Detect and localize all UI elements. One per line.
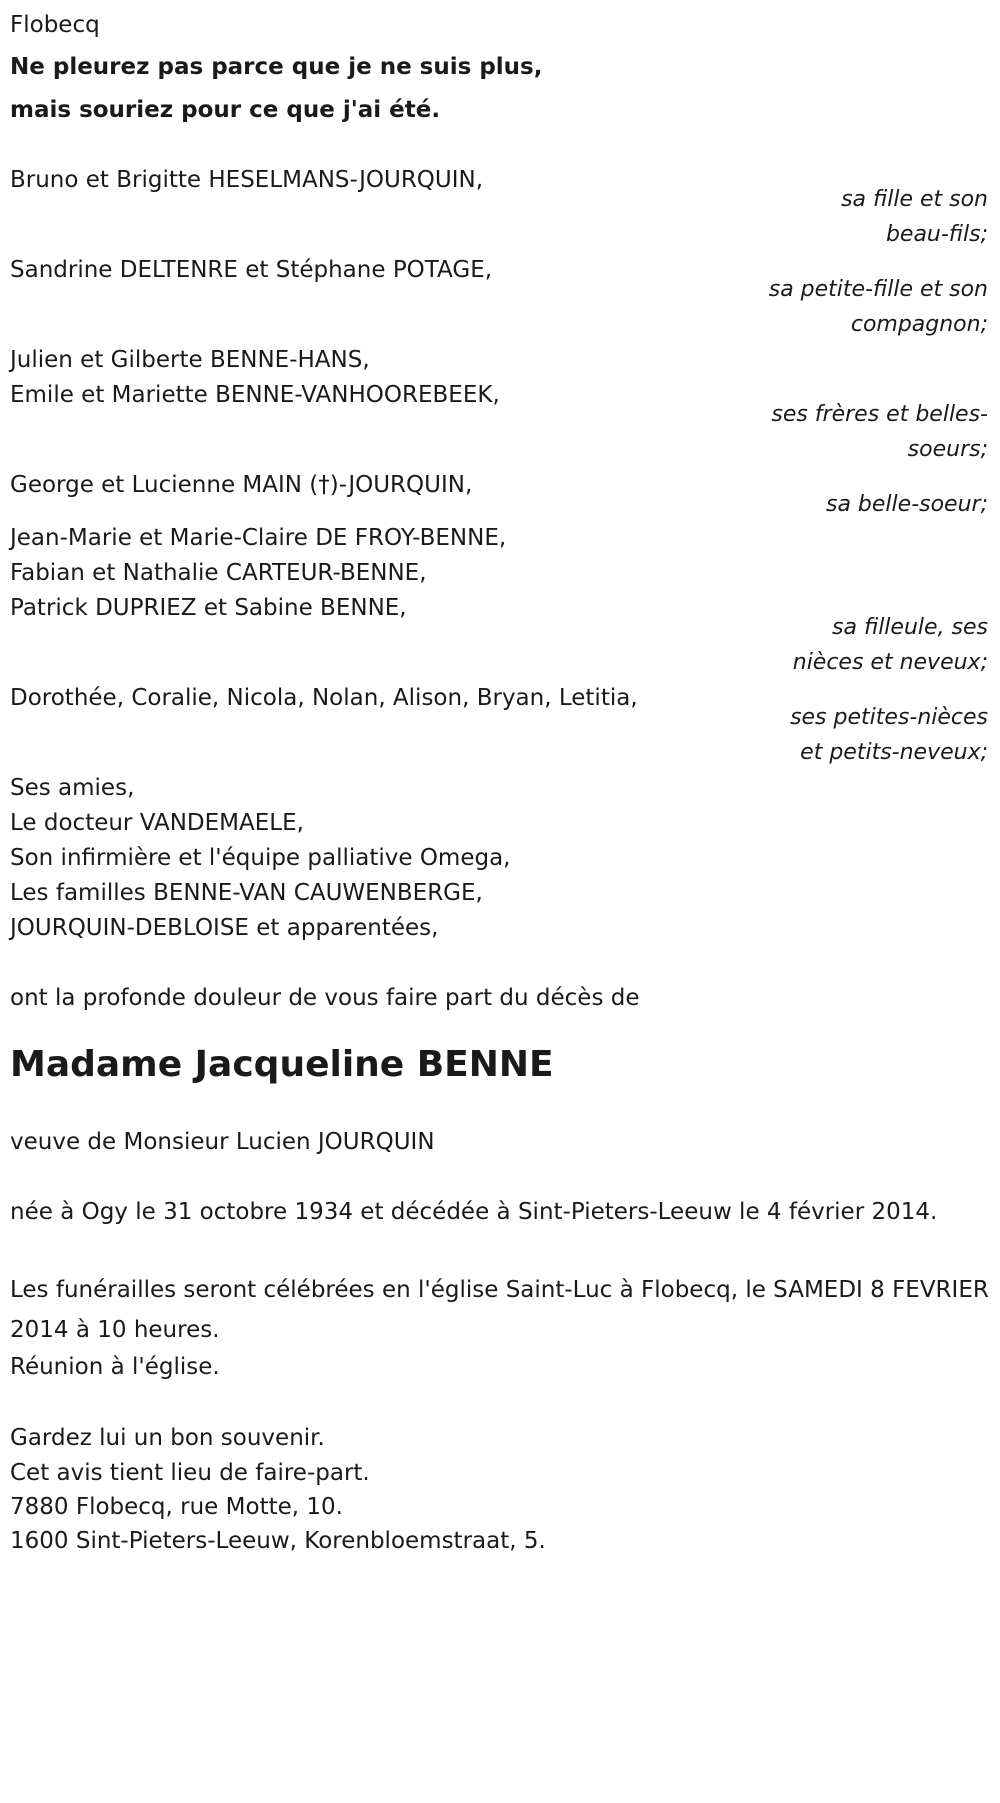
other-mourner: Le docteur VANDEMAELE, xyxy=(10,810,304,836)
address-line: 7880 Flobecq, rue Motte, 10. xyxy=(10,1494,343,1520)
family-relation: sa filleule, ses xyxy=(832,615,988,640)
widow-of: veuve de Monsieur Lucien JOURQUIN xyxy=(10,1129,435,1155)
quote-line-2: mais souriez pour ce que j'ai été. xyxy=(10,97,441,123)
family-relation: nièces et neveux; xyxy=(792,650,988,675)
family-relation: soeurs; xyxy=(907,437,988,462)
family-relation: sa fille et son xyxy=(841,187,988,212)
family-relation: ses frères et belles- xyxy=(771,402,988,427)
meeting-info: Réunion à l'église. xyxy=(10,1354,220,1380)
family-name: Patrick DUPRIEZ et Sabine BENNE, xyxy=(10,595,407,621)
family-relation: sa belle-soeur; xyxy=(826,492,988,517)
birth-death: née à Ogy le 31 octobre 1934 et décédée à Sint-Pieters-Leeuw le 4 février 2014. xyxy=(10,1199,938,1225)
other-mourner: Les familles BENNE-VAN CAUWENBERGE, xyxy=(10,880,483,906)
family-name: Emile et Mariette BENNE-VANHOOREBEEK, xyxy=(10,382,500,408)
other-mourner: JOURQUIN-DEBLOISE et apparentées, xyxy=(10,915,439,941)
family-name: Jean-Marie et Marie-Claire DE FROY-BENNE, xyxy=(10,525,507,551)
family-name: Julien et Gilberte BENNE-HANS, xyxy=(10,347,370,373)
family-relation: compagnon; xyxy=(850,312,988,337)
quote-line-1: Ne pleurez pas parce que je ne suis plus, xyxy=(10,54,543,80)
other-mourner: Ses amies, xyxy=(10,775,135,801)
deceased-name: Madame Jacqueline BENNE xyxy=(10,1044,554,1085)
family-name: Fabian et Nathalie CARTEUR-BENNE, xyxy=(10,560,427,586)
announcement: ont la profonde douleur de vous faire part du décès de xyxy=(10,985,640,1011)
family-name: Bruno et Brigitte HESELMANS-JOURQUIN, xyxy=(10,167,484,193)
family-name: Sandrine DELTENRE et Stéphane POTAGE, xyxy=(10,257,493,283)
family-name: Dorothée, Coralie, Nicola, Nolan, Alison, Bryan, Letitia, xyxy=(10,685,638,711)
family-relation: ses petites-nièces xyxy=(790,705,988,730)
funeral-info: Les funérailles seront célébrées en l'église Saint-Luc à Flobecq, le SAMEDI 8 FEVRIER 2014 à 10 heures. xyxy=(10,1277,989,1343)
closing-line: Gardez lui un bon souvenir. xyxy=(10,1425,325,1451)
family-relation: sa petite-fille et son xyxy=(768,277,988,302)
location: Flobecq xyxy=(10,12,100,38)
other-mourner: Son infirmière et l'équipe palliative Omega, xyxy=(10,845,511,871)
address-line: 1600 Sint-Pieters-Leeuw, Korenbloemstraat, 5. xyxy=(10,1528,546,1554)
family-name: George et Lucienne MAIN (†)-JOURQUIN, xyxy=(10,472,473,498)
family-relation: et petits-neveux; xyxy=(800,740,988,765)
closing-line: Cet avis tient lieu de faire-part. xyxy=(10,1460,370,1486)
family-relation: beau-fils; xyxy=(885,222,988,247)
